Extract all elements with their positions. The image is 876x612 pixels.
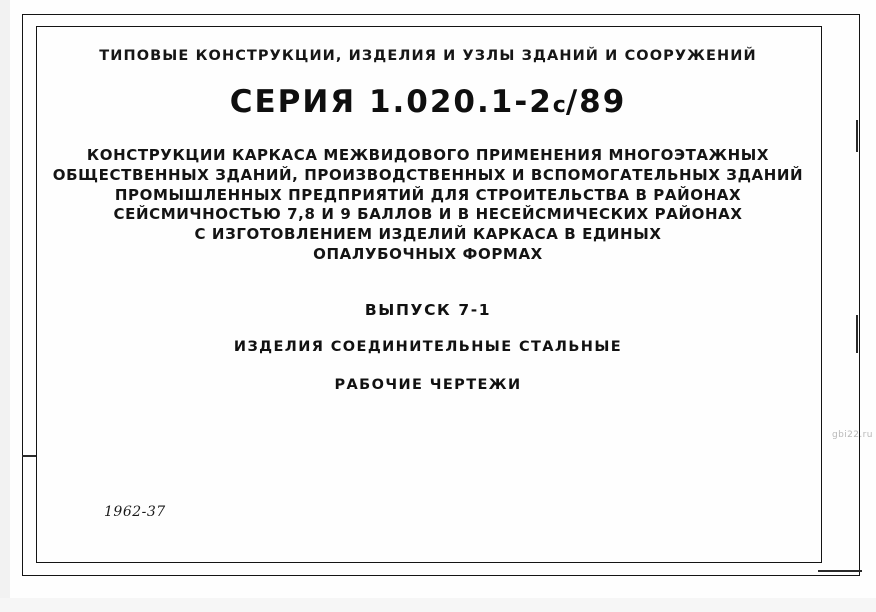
series-title — [36, 84, 820, 120]
series-prefix: СЕРИЯ 1.020.1-2 — [229, 84, 553, 120]
description-line: ОБЩЕСТВЕННЫХ ЗДАНИЙ, ПРОИЗВОДСТВЕННЫХ И ВСПОМОГАТЕЛЬНЫХ ЗДАНИЙ — [52, 165, 804, 184]
scan-tick-mark — [856, 120, 858, 152]
document-code: 1962-37 — [104, 504, 166, 520]
series-suffix: /89 — [565, 84, 627, 120]
issue-subtitle: ИЗДЕЛИЯ СОЕДИНИТЕЛЬНЫЕ СТАЛЬНЫЕ — [233, 338, 623, 355]
description-line: СЕЙСМИЧНОСТЬЮ 7,8 И 9 БАЛЛОВ И В НЕСЕЙСМИЧЕСКИХ РАЙОНАХ — [113, 205, 743, 224]
description-line: С ИЗГОТОВЛЕНИЕМ ИЗДЕЛИЙ КАРКАСА В ЕДИНЫХ — [194, 225, 662, 244]
document-description — [36, 146, 820, 265]
site-watermark: gbi22.ru — [832, 430, 873, 440]
issue-document-type: РАБОЧИЕ ЧЕРТЕЖИ — [334, 376, 522, 393]
scan-tick-mark — [856, 315, 858, 353]
scan-edge-left — [0, 0, 10, 612]
scan-tick-mark — [818, 570, 862, 572]
title-page-content — [36, 26, 820, 561]
issue-number: ВЫПУСК 7-1 — [364, 300, 492, 319]
document-header-line: ТИПОВЫЕ КОНСТРУКЦИИ, ИЗДЕЛИЯ И УЗЛЫ ЗДАНИЙ И СООРУЖЕНИЙ — [99, 48, 757, 64]
series-small-letter: с — [552, 93, 566, 118]
description-line: ОПАЛУБОЧНЫХ ФОРМАХ — [313, 244, 543, 263]
description-line: КОНСТРУКЦИИ КАРКАСА МЕЖВИДОВОГО ПРИМЕНЕНИЯ МНОГОЭТАЖНЫХ — [86, 146, 770, 164]
description-line: ПРОМЫШЛЕННЫХ ПРЕДПРИЯТИЙ ДЛЯ СТРОИТЕЛЬСТВА В РАЙОНАХ — [114, 185, 742, 204]
scan-edge-bottom — [0, 598, 876, 612]
scan-tick-mark — [22, 455, 36, 457]
